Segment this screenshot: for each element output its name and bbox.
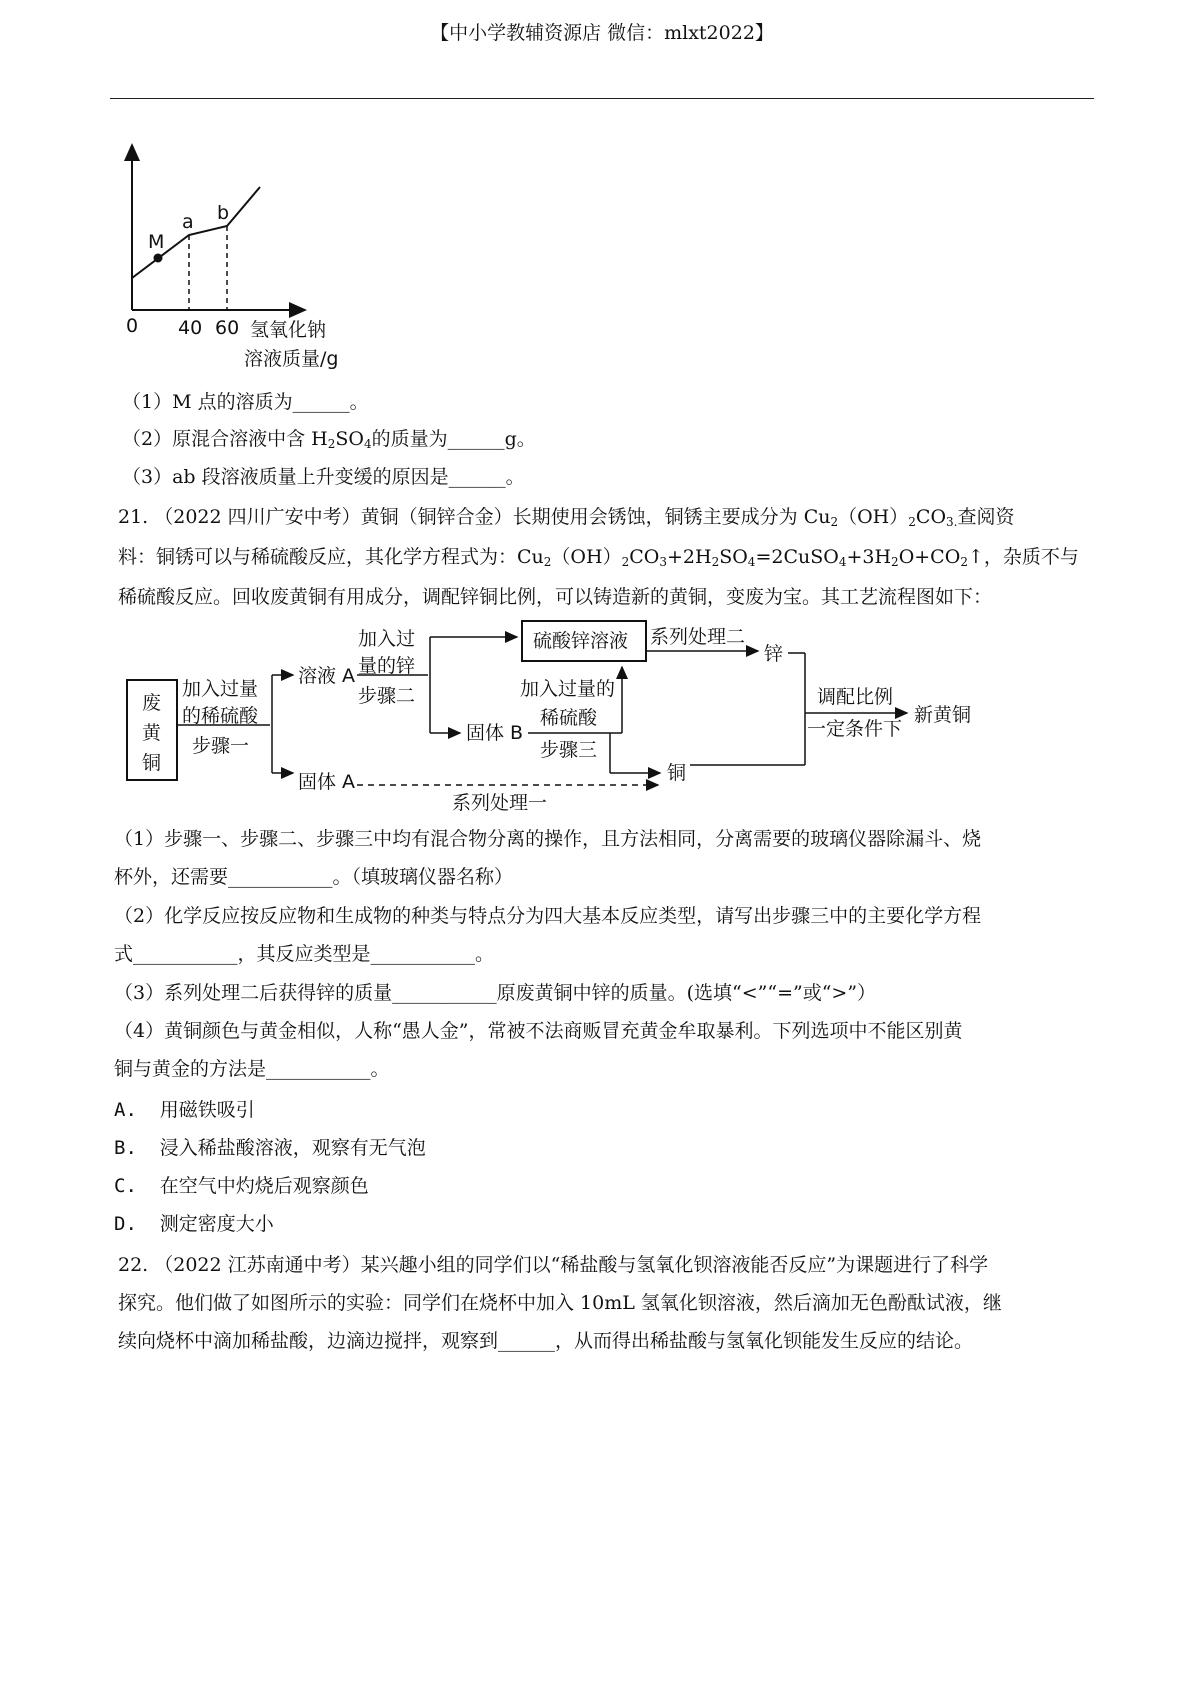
- waste-1: 废: [142, 692, 162, 714]
- option-a: A. 用磁铁吸引: [114, 1099, 255, 1121]
- q20-sub2: （2）原混合溶液中含 $H_2SO_4$的质量为______g。: [122, 428, 536, 451]
- waste-2: 黄: [142, 722, 162, 744]
- znso4-label: 硫酸锌溶液: [533, 630, 629, 652]
- step3-l3: 步骤三: [540, 739, 598, 761]
- process1-label: 系列处理一: [452, 792, 548, 814]
- x-label-1: 氢氧化钠: [250, 319, 327, 341]
- step1-l3: 步骤一: [192, 735, 250, 757]
- q21-s1-line1: （1）步骤一、步骤二、步骤三中均有混合物分离的操作，且方法相同，分离需要的玻璃仪器除漏斗、烧: [114, 828, 982, 850]
- mass-graph: [110, 140, 370, 380]
- q22-line2: 探究。他们做了如图所示的实验：同学们在烧杯中加入 10mL 氢氧化钡溶液，然后滴加无色酚酞试液，继: [118, 1292, 1002, 1314]
- solid-a: 固体 A: [298, 771, 356, 793]
- label-m: M: [148, 231, 165, 253]
- ratio-l1: 调配比例: [817, 686, 894, 708]
- q20-sub3: （3）ab 段溶液质量上升变缓的原因是______。: [122, 466, 525, 488]
- q21-s2-line1: （2）化学反应按反应物和生成物的种类与特点分为四大基本反应类型，请写出步骤三中的主要化学方程: [114, 905, 982, 927]
- q21-line2: 料：铜锈可以与稀硫酸反应，其化学方程式为：$Cu_2(OH)_2CO_3+2H_2SO_4=2CuSO_4+3H_2O+CO_2↑$，杂质不与: [118, 546, 1079, 569]
- step2-l2: 量的锌: [358, 655, 416, 677]
- step3-l2: 稀硫酸: [540, 707, 598, 729]
- label-a: a: [182, 211, 194, 233]
- ratio-l2: 一定条件下: [807, 718, 903, 740]
- tick-60: 60: [215, 317, 240, 339]
- point-m: [154, 254, 163, 263]
- q22-line3: 续向烧杯中滴加稀盐酸，边滴边搅拌，观察到______，从而得出稀盐酸与氢氧化钡能发生反应的结论。: [118, 1330, 974, 1352]
- solid-b: 固体 B: [466, 722, 524, 744]
- q21-s1-line2: 杯外，还需要___________。（填玻璃仪器名称）: [114, 866, 514, 888]
- tick-40: 40: [178, 317, 203, 339]
- option-d: D. 测定密度大小: [114, 1213, 274, 1235]
- q21-s4-line1: （4）黄铜颜色与黄金相似，人称“愚人金”，常被不法商贩冒充黄金牟取暴利。下列选项中不能区别黄: [114, 1020, 963, 1042]
- waste-3: 铜: [142, 752, 162, 774]
- q20-sub1: （1）M 点的溶质为______。: [122, 391, 369, 413]
- header-text: 【中小学教辅资源店 微信：mlxt2022】: [430, 22, 774, 44]
- q21-s4-line2: 铜与黄金的方法是___________。: [114, 1058, 390, 1080]
- step1-l1: 加入过量: [182, 678, 259, 700]
- copper: 铜: [667, 762, 687, 784]
- new-brass: 新黄铜: [914, 704, 972, 726]
- option-c: C. 在空气中灼烧后观察颜色: [114, 1175, 369, 1197]
- process-flowchart: [110, 615, 1010, 830]
- label-b: b: [217, 202, 230, 224]
- step3-l1: 加入过量的: [520, 678, 616, 700]
- step2-l3: 步骤二: [358, 685, 416, 707]
- process2-label: 系列处理二: [650, 626, 746, 648]
- q21-line3: 稀硫酸反应。回收废黄铜有用成分，调配锌铜比例，可以铸造新的黄铜，变废为宝。其工艺流程图如下：: [118, 586, 993, 608]
- option-b: B. 浸入稀盐酸溶液，观察有无气泡: [114, 1137, 426, 1159]
- q21-line1: 21. （2022 四川广安中考）黄铜（铜锌合金）长期使用会锈蚀，铜锈主要成分为 $Cu_2(OH)_2CO_{3.}$查阅资: [118, 506, 1015, 529]
- q21-s3: （3）系列处理二后获得锌的质量___________原废黄铜中锌的质量。(选填“<”“=”或“>”）: [114, 982, 877, 1004]
- q22-line1: 22. （2022 江苏南通中考）某兴趣小组的同学们以“稀盐酸与氢氧化钡溶液能否反应”为课题进行了科学: [118, 1254, 989, 1276]
- solution-a: 溶液 A: [298, 665, 356, 687]
- zinc: 锌: [764, 643, 784, 665]
- tick-0: 0: [126, 315, 139, 337]
- q21-s2-line2: 式___________，其反应类型是___________。: [114, 943, 495, 965]
- x-label-2: 溶液质量/g: [244, 348, 339, 370]
- page-header: [110, 8, 1094, 99]
- step2-l1: 加入过: [358, 628, 416, 650]
- step1-l2: 的稀硫酸: [182, 705, 259, 727]
